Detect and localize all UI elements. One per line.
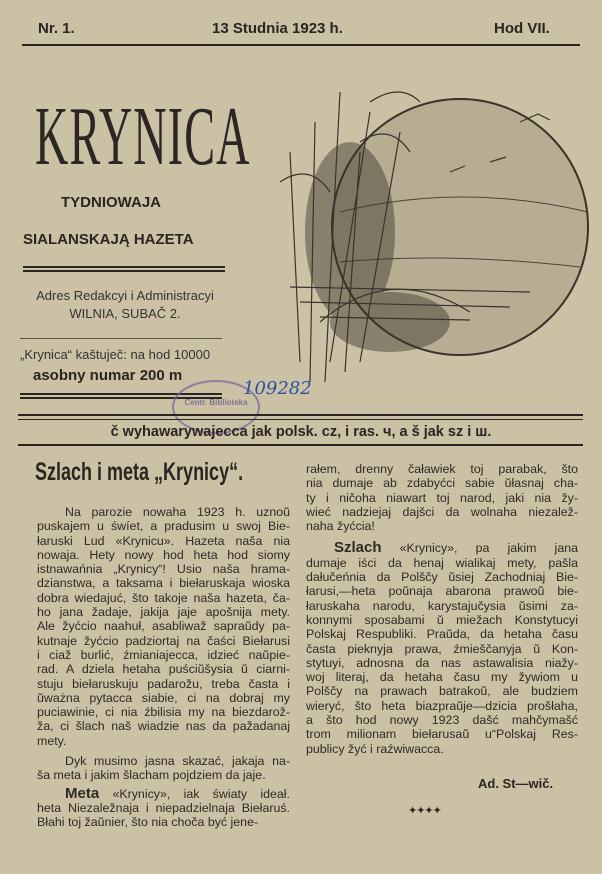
text-line [37,662,290,676]
paragraph-lead-word: Szlach [334,539,382,557]
text-line-content: dałučeńnia da Polščy ŭsiej Zachodniaj Bie- [306,570,578,585]
landscape-vignette-illustration [270,62,590,392]
text-line [37,815,290,829]
issue-number: Nr. 1. [38,20,75,37]
text-line [306,727,578,741]
text-line [37,548,290,562]
text-line-content: ŭważna pytacca siabie, ci na dobraj my [37,690,290,705]
text-line-content: ho jana žadaje, jakija jaje apošnija mety. [37,605,290,620]
text-line [306,627,578,641]
text-line [37,562,290,576]
text-line-content: konnymi sposabami ŭ miežach Konstytucyi [306,612,578,627]
text-line [37,801,290,815]
text-line [37,605,290,619]
text-line [37,534,290,548]
text-line [306,556,578,570]
divider [18,419,583,420]
text-line [306,599,578,613]
text-line-content: ža, ci šlach naš wiadzie nas da pažadanaj [37,719,290,734]
text-line [37,576,290,590]
text-line-content: trom milionam biełarusaŭ u“Polskaj Res- [306,727,578,742]
paragraph-lead-word: Meta [65,784,100,802]
article-paragraph [37,754,290,783]
text-line-content: a što hod nowy 1923 dašć mahčymašć [306,713,578,728]
issue-year: Hod VII. [494,20,550,37]
article-right-column [306,462,578,756]
text-line-content: rad. A dziela hetaha puściŭšysia ŭ ciarni- [37,662,290,677]
text-line-content: Polščy na prawach batrakoŭ, ale budziem [306,684,578,699]
article-paragraph [306,462,578,533]
text-line [37,691,290,705]
text-line [37,648,290,662]
text-line-content: heta Niezaležnaja i niepadzielnaja Biełaruś. [37,800,290,815]
article-left-column [37,505,290,830]
text-line-content: «Krynicy», iak światy ideał. [99,786,290,801]
stamp-text: Centr. Biblioteka [184,398,248,407]
text-line [37,768,290,782]
issue-date: 13 Studnia 1923 h. [212,20,343,37]
text-line-content: Na parozie nowaha 1923 h. uznoŭ [65,505,290,519]
article-paragraph [306,541,578,755]
text-line-content: nowaja. Hety nowy hod heta hod siomy [37,547,290,562]
article-paragraph [37,784,290,830]
divider [23,266,225,268]
ornament: ✦✦✦✦ [408,805,441,817]
text-line [306,505,578,519]
text-line-content: łaruski Lud «Krynicu». Hazeta naša nia [37,533,290,548]
text-line-content: puciawinie, ci nia źbilisia my na biezdarož- [37,705,290,720]
text-line-content: puskajem u śwíet, a pradusim u swoj Bie- [37,519,290,534]
text-line-content: rałem, drenny čaławiek toj parabak, što [306,462,578,476]
text-line-content: wieć nadziejaj dajšci da wolnaha niezalež- [306,504,578,519]
text-line [306,541,578,555]
divider [23,270,225,272]
text-line-content: Polskaj Respubliki. Praŭda, da hetaha času [306,627,578,642]
text-line [306,519,578,533]
text-line-content: ty i ničoha niawart toj narod, jaki nia žy- [306,490,578,505]
text-line [306,584,578,598]
text-line-content: dzianstwa, a taksama i biełaruskaja wioska [37,576,290,591]
text-line [37,734,290,748]
text-line [37,591,290,605]
text-line [37,619,290,633]
text-line [306,699,578,713]
newspaper-logo: KRYNICA [35,90,251,183]
text-line [306,742,578,756]
text-line-content: łarusi,—heta poŭnaja abarona prawoŭ bie- [306,584,578,599]
text-line-content: łaruskaha narodu, karystajučysia ŭsimi za- [306,598,578,613]
logo-subtitle-weekly: TYDNIOWAJA [61,194,162,211]
text-line-content: woj literaj, da hetaha času my žywiom u [306,670,578,685]
handwritten-inventory-number: 109282 [243,378,312,399]
text-line [306,613,578,627]
text-line-content: časta pieknyja prawa, źmieščanyja ŭ Kon- [306,641,578,656]
text-line [306,570,578,584]
subscription-price: „Krynica“ kaštuječ: na hod 10000 [20,347,211,362]
text-line-content: Błahi toj žaŭnier, što nia choča być jene- [37,815,259,830]
text-line [37,784,290,802]
text-line [37,719,290,733]
orthography-note: č wyhawarywajecca jak polsk. cz, i ras. ч, a š jak sz i ш. [110,424,492,440]
text-line-content: publicy žyć i raźwiwacca. [306,741,444,756]
text-line-content: dumaje iści da henaj wialikaj mety, pašla [306,555,578,570]
text-line [37,634,290,648]
text-line [37,519,290,533]
logo-subtitle-peasant: SIALANSKAJĄ HAZETA [23,231,194,248]
text-line-content: stytuyi, adnosna da nas astawalisia niažy- [306,655,578,670]
text-line [37,705,290,719]
article-title: Szlach i meta „Krynicy“. [35,458,244,486]
text-line [306,642,578,656]
text-line-content: kutnaje žyćcio padziortaj na čaści Biełarusi [37,633,290,648]
text-line [306,462,578,476]
text-line [306,491,578,505]
text-line-content: istnawańnia „Krynicy“! Usio naša hrama- [37,562,290,577]
text-line-content: dobra wiedajuć, što takoje naša hazeta, ča- [37,590,290,605]
divider [18,444,583,446]
single-issue-price: asobny numar 200 m [33,367,183,384]
text-line [306,656,578,670]
text-line-content: nia dumaje ab zdabyćci sabie ŭłasnaj cha- [306,476,578,491]
divider [18,414,583,416]
text-line [37,677,290,691]
text-line-content: «Krynicy», pa jakim jana [381,541,578,556]
text-line-content: wieryć, što heta biazpraŭje—dzicia prošłaha, [306,698,578,713]
text-line-content: i ciaž burlić, źmianiajecca, idzieć naŭpie- [37,647,290,662]
text-line-content: mety. [37,733,67,748]
text-line-content: stuju biełaruskuju padarožu, treba časta i [37,676,290,691]
text-line [37,754,290,768]
text-line [37,505,290,519]
divider [20,338,222,339]
text-line-content: naha žyćcia! [306,519,375,534]
article-paragraph [37,505,290,748]
article-signature: Ad. St—wič. [478,776,554,791]
text-line [306,684,578,698]
text-line [306,713,578,727]
text-line [306,670,578,684]
address-value: WILNIA, SUBAČ 2. [69,306,181,321]
text-line-content: ša meta i jakim šlacham pojdziem da jaje. [37,768,266,783]
text-line-content: Dyk musimo jasna skazać, jakaja na- [65,754,290,769]
masthead-rule [22,44,580,46]
text-line [306,476,578,490]
text-line-content: Ale žyćcio naahuł, asabliwaž sapraŭdy pa- [37,619,290,634]
address-label: Adres Redakcyi i Administracyi [36,288,214,303]
